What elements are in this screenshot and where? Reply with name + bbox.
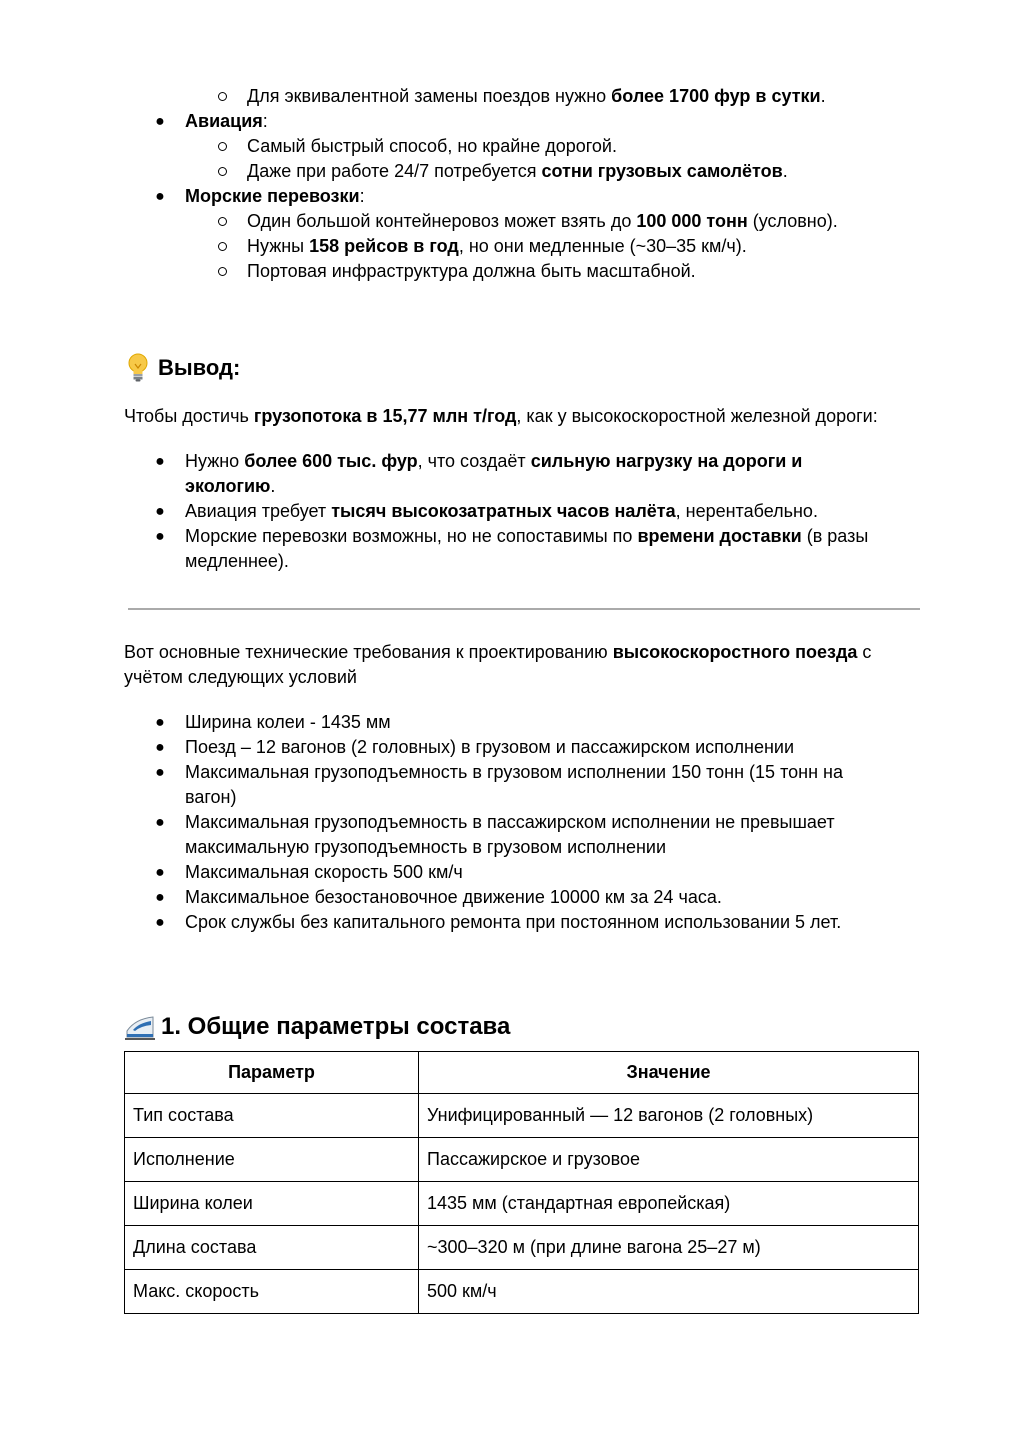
conclusion-item-aviation: Авиация требует тысяч высокозатратных часов налёта, нерентабельно.	[185, 501, 818, 521]
bullet: ●	[155, 914, 165, 931]
table-cell: 1435 мм (стандартная европейская)	[419, 1182, 919, 1226]
table-cell: ~300–320 м (при длине вагона 25–27 м)	[419, 1226, 919, 1270]
column-header: Параметр	[125, 1052, 419, 1094]
high-speed-train-icon	[125, 1013, 155, 1041]
table-cell: Ширина колеи	[125, 1182, 419, 1226]
list-item-trucks-sub: Для эквивалентной замены поездов нужно более 1700 фур в сутки.	[247, 86, 826, 106]
requirement-item: Максимальная скорость 500 км/ч	[185, 862, 463, 882]
sub-bullet	[218, 142, 227, 151]
conclusion-item-sea: Морские перевозки возможны, но не сопоставимы по времени доставки (в разы	[185, 526, 869, 546]
lightbulb-icon	[125, 352, 151, 382]
sub-bullet	[218, 167, 227, 176]
list-item-sea-sub2: Нужны 158 рейсов в год, но они медленные (~30–35 км/ч).	[247, 236, 747, 256]
table-row	[125, 1094, 919, 1138]
horizontal-divider	[128, 608, 920, 610]
list-item-sea: Морские перевозки:	[185, 186, 365, 206]
bullet: ●	[155, 113, 165, 130]
sub-bullet	[218, 217, 227, 226]
list-item-aviation: Авиация:	[185, 111, 268, 131]
table-row	[125, 1138, 919, 1182]
requirement-item: Срок службы без капитального ремонта при постоянном использовании 5 лет.	[185, 912, 842, 932]
bullet: ●	[155, 503, 165, 520]
conclusion-heading: Вывод:	[158, 355, 241, 380]
table-cell: Тип состава	[125, 1094, 419, 1138]
table-header-row	[125, 1052, 919, 1094]
requirement-item: Максимальная грузоподъемность в пассажирском исполнении не превышает	[185, 812, 835, 832]
requirement-item: Поезд – 12 вагонов (2 головных) в грузовом и пассажирском исполнении	[185, 737, 795, 757]
column-header: Значение	[419, 1052, 919, 1094]
table-cell: Макс. скорость	[125, 1270, 419, 1314]
table-cell: Исполнение	[125, 1138, 419, 1182]
bullet: ●	[155, 714, 165, 731]
list-item-sea-sub3: Портовая инфраструктура должна быть масштабной.	[247, 261, 696, 281]
conclusion-item-trucks: Нужно более 600 тыс. фур, что создаёт сильную нагрузку на дороги и	[185, 451, 803, 471]
conclusion-intro: Чтобы достичь грузопотока в 15,77 млн т/год, как у высокоскоростной железной дороги:	[124, 406, 878, 426]
bullet: ●	[155, 764, 165, 781]
table-cell: Унифицированный — 12 вагонов (2 головных)	[419, 1094, 919, 1138]
requirement-item-cont: вагон)	[185, 787, 237, 807]
conclusion-item-sea-cont: медленнее).	[185, 551, 289, 571]
table-cell: Длина состава	[125, 1226, 419, 1270]
requirement-item-cont: максимальную грузоподъемность в грузовом исполнении	[185, 837, 667, 857]
bullet: ●	[155, 864, 165, 881]
table-cell: 500 км/ч	[419, 1270, 919, 1314]
requirement-item: Максимальное безостановочное движение 10000 км за 24 часа.	[185, 887, 722, 907]
requirement-item: Ширина колеи - 1435 мм	[185, 712, 391, 732]
bullet: ●	[155, 453, 165, 470]
table-cell: Пассажирское и грузовое	[419, 1138, 919, 1182]
table-row	[125, 1270, 919, 1314]
table-row	[125, 1226, 919, 1270]
bullet: ●	[155, 188, 165, 205]
sub-bullet	[218, 267, 227, 276]
bullet: ●	[155, 814, 165, 831]
section-heading: 1. Общие параметры состава	[161, 1013, 511, 1040]
parameters-table	[124, 1051, 919, 1314]
list-item-sea-sub1: Один большой контейнеровоз может взять до 100 000 тонн (условно).	[247, 211, 838, 231]
requirements-intro: Вот основные технические требования к проектированию высокоскоростного поезда с	[124, 642, 872, 662]
requirement-item: Максимальная грузоподъемность в грузовом исполнении 150 тонн (15 тонн на	[185, 762, 843, 782]
sub-bullet	[218, 92, 227, 101]
list-item-aviation-sub2: Даже при работе 24/7 потребуется сотни грузовых самолётов.	[247, 161, 788, 181]
requirements-intro-cont: учётом следующих условий	[124, 667, 357, 687]
sub-bullet	[218, 242, 227, 251]
bullet: ●	[155, 739, 165, 756]
bullet: ●	[155, 889, 165, 906]
conclusion-item-trucks-cont: экологию.	[185, 476, 276, 496]
table-row	[125, 1182, 919, 1226]
list-item-aviation-sub1: Самый быстрый способ, но крайне дорогой.	[247, 136, 617, 156]
bullet: ●	[155, 528, 165, 545]
